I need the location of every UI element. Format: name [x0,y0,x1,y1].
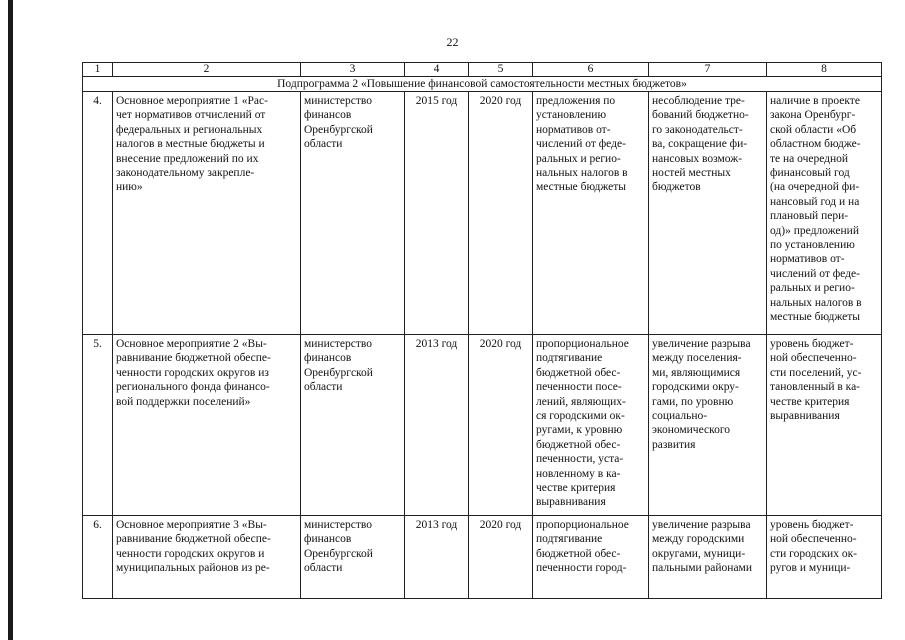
column-header: 6 [533,63,649,77]
indicator-cell: уровень бюджет- ной обеспеченно- сти поселений, ус- тановленный в ка- честве критерия выравнивания [767,335,882,516]
activity-cell: Основное мероприятие 2 «Вы- равнивание бюджетной обеспе- ченности городских округов из регионального фонда финансо- вой поддержки поселений» [113,335,301,516]
executor-cell: министерство финансов Оренбургской области [301,92,405,335]
column-header: 8 [767,63,882,77]
indicator-cell: уровень бюджет- ной обеспеченно- сти городских ок- ругов и муници- [767,516,882,599]
table-container [82,62,886,640]
table-row [83,335,882,516]
program-activities-table [82,62,882,599]
indicator-cell: наличие в проекте закона Оренбург- ской области «Об областном бюдже- те на очередной финансовый год (на очередной фи- нансовый год и на плановый пери- од)» предложений по установлению нормативов от- числений от феде- ральных и регио- нальных налогов в местные бюджеты [767,92,882,335]
consequences-cell: несоблюдение тре- бований бюджетно- го законодательст- ва, сокращение фи- нансовых возмож- ностей местных бюджетов [649,92,767,335]
consequences-cell: увеличение разрыва между городскими округами, муници- пальными районами [649,516,767,599]
column-header: 5 [469,63,533,77]
executor-cell: министерство финансов Оренбургской области [301,516,405,599]
expected-result-cell: предложения по установлению нормативов от- числений от феде- ральных и регио- нальных налогов в местные бюджеты [533,92,649,335]
activity-cell: Основное мероприятие 1 «Рас- чет нормативов отчислений от федеральных и региональных налогов в местные бюджеты и внесение предложений по их законодательному закрепле- нию» [113,92,301,335]
column-header: 3 [301,63,405,77]
column-header: 1 [83,63,113,77]
column-header: 2 [113,63,301,77]
consequences-cell: увеличение разрыва между поселения- ми, являющимися городскими окру- гами, по уровню социально- экономического развития [649,335,767,516]
start-year-cell: 2013 год [405,516,469,599]
scan-edge-bar [8,0,13,640]
column-header: 4 [405,63,469,77]
expected-result-cell: пропорциональное подтягивание бюджетной обес- печенности посе- лений, являющих- ся городскими ок- ругами, к уровню бюджетной обес- печенности, уста- новленному в ка- честве критерия выравнивания [533,335,649,516]
expected-result-cell: пропорциональное подтягивание бюджетной обес- печенности город- [533,516,649,599]
subprogram-row [83,77,882,92]
row-number: 6. [83,516,113,599]
row-number: 4. [83,92,113,335]
page-number: 22 [446,35,459,49]
column-number-row [83,63,882,77]
table-row [83,92,882,335]
end-year-cell: 2020 год [469,92,533,335]
subprogram-title: Подпрограмма 2 «Повышение финансовой самостоятельности местных бюджетов» [83,77,882,92]
executor-cell: министерство финансов Оренбургской области [301,335,405,516]
table-row [83,516,882,599]
column-header: 7 [649,63,767,77]
activity-cell: Основное мероприятие 3 «Вы- равнивание бюджетной обеспе- ченности городских округов и муниципальных районов из ре- [113,516,301,599]
start-year-cell: 2015 год [405,92,469,335]
end-year-cell: 2020 год [469,516,533,599]
end-year-cell: 2020 год [469,335,533,516]
start-year-cell: 2013 год [405,335,469,516]
row-number: 5. [83,335,113,516]
